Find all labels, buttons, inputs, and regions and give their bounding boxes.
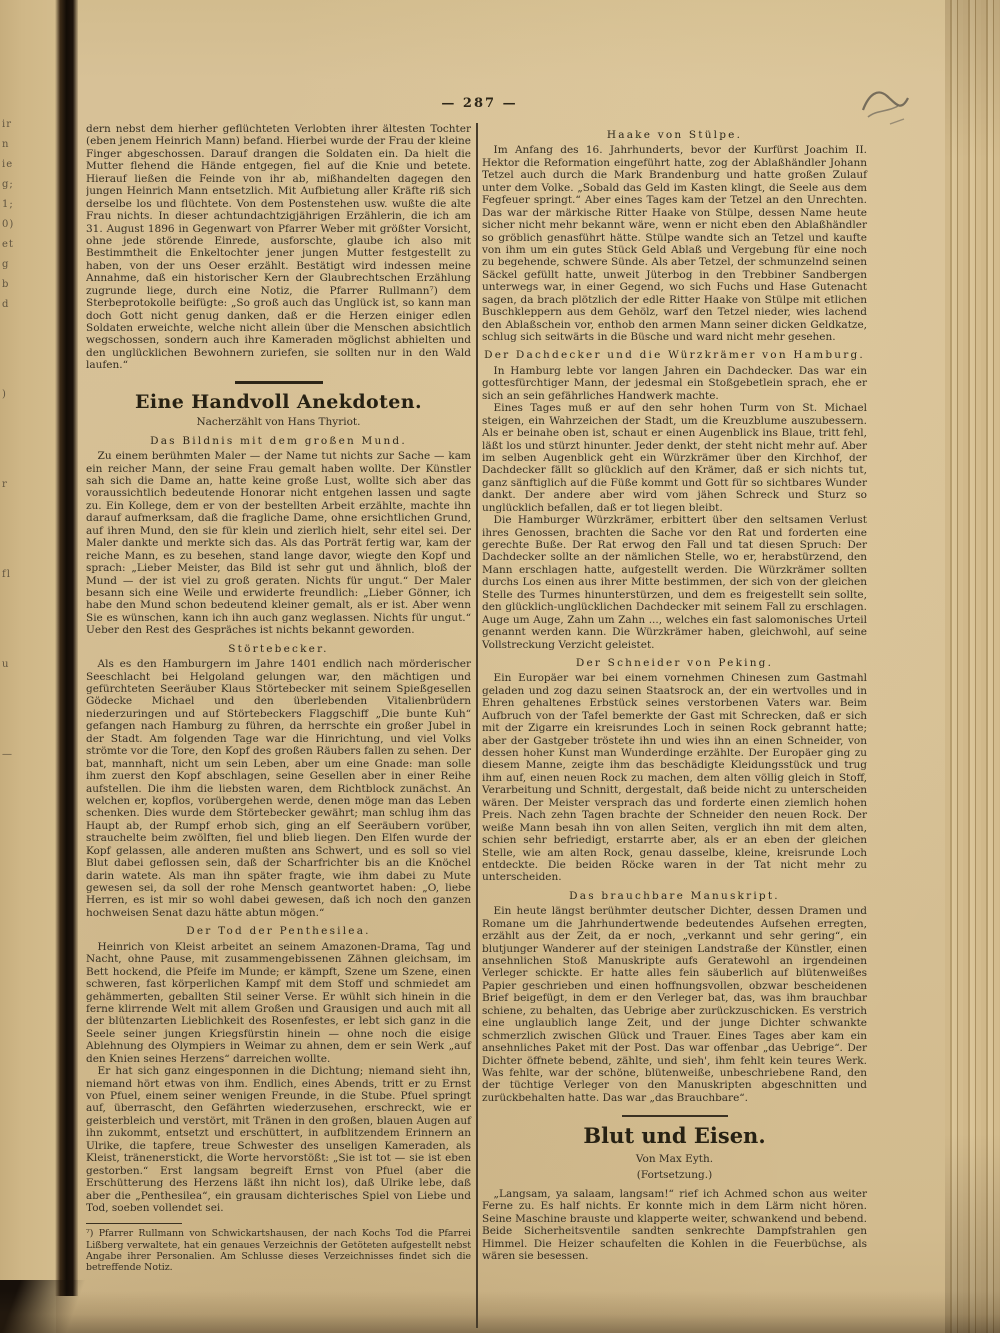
margin-fragment: 0) xyxy=(2,219,15,230)
section-heading: Störtebecker. xyxy=(228,642,329,655)
paragraph: Die Hamburger Würzkrämer, erbittert über den seltsamen Verlust ihres Genossen, brachten die Sache vor den Rat und forderten eine gerechte Buße. Der Rat erwog den Fall und tat diesen Spruch: Der Dachdecker sollte an der nämlichen Stelle, wo er, herabstürzend, den Mann erschlagen hatte, aufgestellt werden. Die Würzkrämer sollten durchs Los einen aus ihrer Mitte bestimmen, der sich von der gleichen Stelle des Turmes hinunterstürzen, und dem es freigestellt sein sollte, den glücklich-unglücklichen Dachdecker mit seinem Fall zu erschlagen. Auge um Auge, Zahn um Zahn ..., welches ein fast salomonisches Urteil genannt werden kann. Die Würzkrämer haben, gleichwohl, auf seine Vollstreckung Verzicht geleistet. xyxy=(482,514,867,651)
column-divider-rule xyxy=(476,123,478,1328)
book-binding-shadow xyxy=(55,0,78,1296)
left-page-margin xyxy=(0,0,56,1333)
article-title: Blut und Eisen. xyxy=(583,1123,766,1149)
paragraph: Er hat sich ganz eingesponnen in die Dichtung; niemand sieht ihn, niemand hört etwas von ihm. Endlich, eines Abends, tritt er zu Ernst von Pfuel, einem seiner wenigen Freunde, in die Stube. Pfuel springt auf, überrascht, den Gefährten wiederzusehen, erschreckt, wie er geisterbleich und verstört, mit Tränen in den großen, blauen Augen auf ihn zukommt, entsetzt und erschüttert, in aufblitzendem Erinnern an Ulrike, die tapfere, treue Schwester des unseligen Kameraden, als Kleist, tränenerstickt, die Worte hervorstößt: „Sie ist tot — sie ist eben gestorben.“ Erst langsam begreift Ernst von Pfuel (aber die Erschütterung des Herzens läßt ihn nicht los), daß Ulrike lebe, daß aber die „Penthesilea“, ein grausam dichterisches Spiel von Liebe und Tod, soeben vollendet sei. xyxy=(86,1065,471,1214)
paragraph: „Langsam, ya salaam, langsam!“ rief ich Achmed schon aus weiter Ferne zu. Es half nichts. Er konnte mich in dem Lärm nicht hören. Seine Maschine brauste und klapperte weiter, schwankend und bebend. Beide Sicherheitsventile sandten senkrechte Dampfstrahlen gen Himmel. Die Heizer schaufelten die Kohlen in die Feuerbüchse, als wären sie besessen. xyxy=(482,1188,867,1263)
margin-fragment: d xyxy=(2,299,10,310)
margin-fragment: r xyxy=(2,479,8,490)
section-heading: Das Bildnis mit dem großen Mund. xyxy=(150,434,407,447)
paragraph: Eines Tages muß er auf den sehr hohen Turm von St. Michael steigen, ein Wahrzeichen der Stadt, um die Kreuzblume auszubessern. Als er beinahe oben ist, schaut er einen Augenblick ins Blaue, tritt fehl, läßt los und stürzt hinunter. Jeder denkt, der steht nicht mehr auf. Aber im selben Augenblick geht ein Würzkrämer über den Kirchhof, der Dachdecker fällt so glücklich auf den Krämer, daß er sich nichts tut, ganz sänftiglich auf die Füße kommt und Gott für so sichtbares Wunder dankt. Der andere aber wird vom jähen Schreck und Sturz so unglücklich befallen, daß er tot liegen bleibt. xyxy=(482,402,867,514)
margin-fragment: u xyxy=(2,659,10,670)
margin-fragment: — xyxy=(2,749,13,760)
article-divider-rule xyxy=(622,1115,728,1117)
paragraph: Zu einem berühmten Maler — der Name tut nichts zur Sache — kam ein reicher Mann, der seine Frau gemalt haben wollte. Der Künstler sah sich die Dame an, hatte keine große Lust, wollte sich aber das voraussichtlich bedeutende Honorar nicht entgehen lassen und sagte zu. Ein Kollege, dem er von der bestellten Arbeit erzählte, machte ihn darauf aufmerksam, daß die fragliche Dame, ohne ersichtlichen Grund, auf ihren Mund, den sie für klein und zierlich hielt, sehr eitel sei. Der Maler dankte und merkte sich das. Als das Porträt fertig war, kam der reiche Mann, es zu besehen, stand lange davor, wiegte den Kopf und sprach: „Lieber Meister, das Bild ist sehr gut und ähnlich, bloß der Mund — der ist viel zu groß geraten. Nichts für ungut.“ Der Maler besann sich eine Weile und erwiderte freundlich: „Lieber Gönner, ich habe den Mund schon bedeutend kleiner gemalt, als er ist. Aber wenn Sie es wünschen, kann ich ihn auch ganz weglassen. Nichts für ungut.“ Ueber den Rest des Gespräches ist nichts bekannt geworden. xyxy=(86,450,471,637)
section-heading: Das brauchbare Manuskript. xyxy=(569,889,780,902)
margin-fragment: fl xyxy=(2,569,11,580)
article-title: Eine Handvoll Anekdoten. xyxy=(134,390,422,413)
section-heading: Der Dachdecker und die Würzkrämer von Hamburg. xyxy=(484,349,865,362)
margin-fragment: ir xyxy=(2,119,12,130)
margin-fragment: 1; xyxy=(2,199,14,210)
continuation-note: (Fortsetzung.) xyxy=(636,1168,713,1181)
fore-edge-shading xyxy=(945,0,1000,1333)
paragraph: Im Anfang des 16. Jahrhunderts, bevor der Kurfürst Joachim II. Hektor die Reformation eingeführt hatte, zog der Ablaßhändler Johann Tetzel auch durch die Mark Brandenburg und hatte großen Zulauf unter dem Volke. „Sobald das Geld im Kasten klingt, die Seele aus dem Fegfeuer springt.“ Aber eines Tages kam der Tetzel an den Unrechten. Das war der märkische Ritter Haake von Stülpe, dessen Name heute sicher nicht mehr bekannt wäre, wenn er nicht eben den Ablaßhändler so gröblich genasführt hätte. Stülpe wandte sich an Tetzel und kaufte von ihm um ein gutes Stück Geld Ablaß und Vergebung für eine noch zu begehende, schwere Sünde. Als aber Tetzel, der schmunzelnd seinen Säckel gefüllt hatte, unweit Jüterbog in den Trebbiner Sandbergen unterwegs war, in einer Gegend, wo sich Fuchs und Hase Gutenacht sagen, da brach plötzlich der edle Ritter Haake von Stülpe mit etlichen Buschkleppern aus dem Gehölz, warf den Tetzel nieder, wies lachend den Ablaßschein vor, enthob den armen Mann seiner dicken Geldkatze, schlug sich seitwärts in die Büsche und ward nicht mehr gesehen. xyxy=(482,144,867,343)
footnote-separator-rule xyxy=(86,1223,182,1224)
right-column xyxy=(482,123,867,1328)
margin-fragment: ) xyxy=(2,389,7,400)
footnote: ⁷) Pfarrer Rullmann von Schwickartshausen, der nach Kochs Tod die Pfarrei Lißberg verwaltete, hat ein genaues Verzeichnis der Getöteten aufgestellt nebst Angabe ihrer Personalien. Am Schlusse dieses Verzeichnisses findet sich die betreffende Notiz. xyxy=(86,1228,471,1274)
margin-fragment: et xyxy=(2,239,14,250)
section-heading: Der Tod der Penthesilea. xyxy=(186,925,371,938)
section-heading: Haake von Stülpe. xyxy=(606,129,743,141)
margin-fragment: g; xyxy=(2,179,14,190)
paragraph: In Hamburg lebte vor langen Jahren ein Dachdecker. Das war ein gottesfürchtiger Mann, der jedesmal ein Stoßgebetlein sprach, ehe er sich an sein gefährliches Handwerk machte. xyxy=(482,364,867,402)
margin-fragment: g xyxy=(2,259,10,270)
two-column-layout xyxy=(86,123,873,1328)
margin-fragment: ie xyxy=(2,159,14,170)
article-byline: Von Max Eyth. xyxy=(635,1153,714,1166)
paragraph-continuation: dern nebst dem hierher geflüchteten Verlobten ihrer ältesten Tochter (eben jenem Heinrich Mann) befand. Hierbei wurde der Frau der kleine Finger abgeschossen. Darauf drangen die Soldaten ein. Da hielt die Mutter flehend die Hände entgegen, fiel auf die Knie und betete. Hierauf ließen die Feinde von ihr ab, mißhandelten dagegen den jungen Heinrich Mann entsetzlich. Mit Aufbietung aller Kräfte riß sich derselbe los und flüchtete. Von dem Postenstehen usw. wußte die alte Frau nichts. In dieser achtundachtzigjährigen Erzählerin, die ich am 31. August 1896 in Gegenwart von Pfarrer Weber mit größter Vorsicht, ohne jede störende Einrede, ausforschte, glaube ich also mit Bestimmtheit die Enkeltochter jener jungen Mutter festgestellt zu haben, von der uns Oeser erzählt. Bestätigt wird indessen meine Annahme, daß ein historischer Kern der Glaubrechtschen Erzählung zugrunde liege, durch eine Notiz, die Pfarrer Rullmann⁷) dem Sterbeprotokolle beifügte: „So groß auch das Unglück ist, so kann man doch Gott nicht genug danken, daß er die Herzen einiger edlen Soldaten erweichte, welche nicht allein über die Menschen absichtlich wegschossen, sondern auch ihre Kameraden möglichst abhielten und den unglücklichen Bewohnern zuriefen, sie sollten nur in den Wald laufen.“ xyxy=(86,123,471,372)
article-divider-rule xyxy=(235,381,323,384)
left-column xyxy=(86,123,471,1328)
paragraph: Ein Europäer war bei einem vornehmen Chinesen zum Gastmahl geladen und zog dazu seinen Staatsrock an, der ein wertvolles und in Ehren gehaltenes Erbstück seines verstorbenen Vaters war. Beim Aufbruch von der Tafel bemerkte der Gast mit Schrecken, daß er sich mit der Zigarre ein kreisrundes Loch in seinen Rock gebrannt hatte; aber der Gastgeber tröstete ihn und wies ihn an einen Schneider, von dessen hoher Kunst man Wunderdinge erzählte. Der Europäer ging zu diesem Manne, zeigte ihm das beschädigte Kleidungsstück und trug ihm auf, einen neuen Rock zu machen, dem alten völlig gleich in Stoff, Verarbeitung und Schnitt, dergestalt, daß beide nicht zu unterscheiden wären. Der Meister versprach das und forderte einen ziemlich hohen Preis. Nach zehn Tagen brachte der Schneider den neuen Rock. Der weiße Mann besah ihn von allen Seiten, verglich ihn mit dem alten, schien sehr befriedigt, erstarrte aber, als er an eben der gleichen Stelle, wie am alten Rock, genau dasselbe, kleine, kreisrunde Loch entdeckte. Die beiden Röcke waren in der Tat nicht mehr zu unterscheiden. xyxy=(482,672,867,884)
paragraph: Als es den Hamburgern im Jahre 1401 endlich nach mörderischer Seeschlacht bei Helgoland gelungen war, den mächtigen und gefürchteten Seeräuber Klaus Störtebecker mit seinem Spießgesellen Gödecke Michael und den überlebenden Vitalienbrüdern niederzuringen und auf Störtebeckers Flaggschiff „Die bunte Kuh“ gefangen nach Hamburg zu führen, da herrschte ein großer Jubel in der Stadt. Am folgenden Tage war die Hinrichtung, und viel Volks strömte vor die Tore, den Kopf des großen Räubers fallen zu sehen. Der bat, mannhaft, nicht um sein Leben, aber um eine Gnade: man solle ihm zuerst den Kopf abschlagen, seine Gesellen aber in einer Reihe aufstellen. Die ihm die liebsten waren, dem Richtblock zunächst. An welchen er, kopflos, vorübergehen werde, denen möge man das Leben schenken. Dies wurde dem Störtebecker gewährt; man schlug ihm das Haupt ab, der Rumpf erhob sich, ging an elf Seeräubern vorüber, strauchelte beim zwölften, fiel und blieb liegen. Den Elfen wurde der Kopf gelassen, alle anderen mußten ans Schwert, und es soll so viel Blut dabei geflossen sein, daß der Scharfrichter bis an die Knöchel darin watete. Als man ihn später fragte, wie ihm dabei zu Mute gewesen sei, da soll der rohe Mensch geantwortet haben: „O, liebe Herren, es ist mir so wohl dabei gewesen, daß ich noch den ganzen hochweisen Senat dazu hätte abtun mögen.“ xyxy=(86,658,471,919)
paragraph: Heinrich von Kleist arbeitet an seinem Amazonen-Drama, Tag und Nacht, ohne Pause, mit zusammengebissenen Zähnen gleichsam, im Bett hockend, die Pfeife im Munde; er kämpft, Szene um Szene, einen schweren, fast körperlichen Kampf mit dem Stoff und schmiedet am gehämmerten, geballten Stil seiner Verse. Er wühlt sich hinein in die ferne klirrende Welt mit allem Großen und Grausigen und auch mit all der blütenzarten Lieblichkeit des Rosenfestes, er lebt sich ganz in die Seele seiner jungen Kriegsfürstin hinein — ohne noch die eisige Ablehnung des Olympiers in Weimar zu ahnen, dem er sein Werk „auf den Knien seines Herzens“ darreichen wollte. xyxy=(86,940,471,1065)
margin-text-fragments xyxy=(2,118,14,768)
paragraph: Ein heute längst berühmter deutscher Dichter, dessen Dramen und Romane um die Jahrhundertwende bedeutendes Aufsehen erregten, erzählt aus der Zeit, da er noch, „verkannt und sehr gering“, ein blutjunger Wanderer auf der steinigen Landstraße der Künstler, einen ansehnlichen Stoß Manuskripte aufs Geratewohl an irgendeinen Verleger schickte. Er hatte alles fein säuberlich auf blütenweißes Papier geschrieben und einen hoffnungsvollen, obzwar bescheidenen Brief beigefügt, in dem er den Verleger bat, das, was ihm brauchbar schiene, zu behalten, das Uebrige aber zurückzuschicken. Es verstrich eine unglaublich lange Zeit, und der junge Dichter schwankte schmerzlich zwischen Glück und Trauer. Eines Tages aber kam ein ansehnliches Paket mit der Post. Das war offenbar „das Uebrige“. Der Dichter öffnete bebend, zählte, und sieh', ihm fehlt kein teures Werk. Was fehlte, war der schöne, blütenweiße, unbeschriebene Rand, den der tüchtige Verleger von den Manuskripten abgeschnitten und zurückbehalten hatte. Das war „das Brauchbare“. xyxy=(482,905,867,1104)
section-heading: Der Schneider von Peking. xyxy=(575,656,774,669)
margin-fragment: n xyxy=(2,139,10,150)
margin-fragment: b xyxy=(2,279,10,290)
page-number: — 287 — xyxy=(441,96,518,111)
text-block xyxy=(86,96,873,1328)
article-byline: Nacherzählt von Hans Thyriot. xyxy=(196,416,361,429)
